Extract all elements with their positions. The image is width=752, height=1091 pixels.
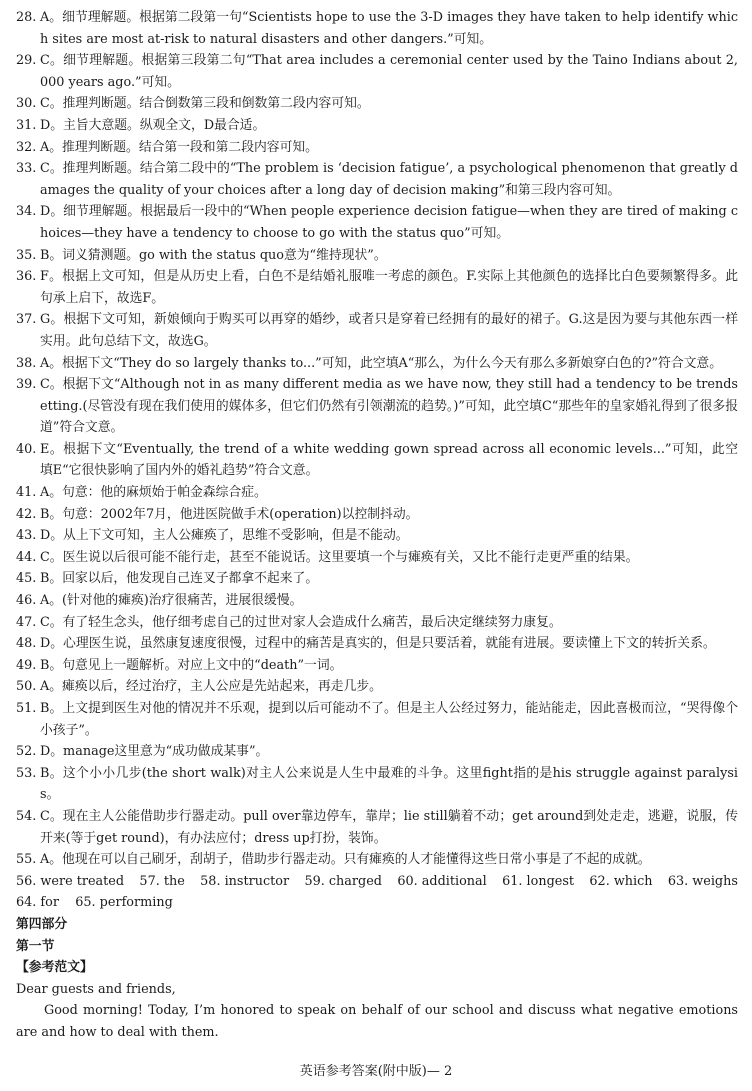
answer-item — [16, 547, 738, 569]
answer-item — [16, 590, 738, 612]
answer-explanation: C。推理判断题。结合倒数第三段和倒数第二段内容可知。 — [40, 96, 370, 112]
answer-explanation: B。回家以后，他发现自己连叉子都拿不起来了。 — [40, 571, 319, 587]
fill-in-answer: 58. instructor — [200, 873, 290, 889]
answer-item — [16, 482, 738, 504]
fill-in-answers-line-2 — [16, 892, 738, 914]
answer-number: 51. — [16, 701, 37, 716]
answer-number: 32. — [16, 139, 37, 155]
answer-items — [16, 7, 738, 871]
answer-explanation: A。细节理解题。根据第二段第一句“Scientists hope to use the 3-D images they have taken to help identify which sites are most at-risk to natural disasters and other dangers.”可知。 — [40, 10, 738, 47]
fill-in-answer: 56. were treated — [16, 873, 125, 889]
answer-explanation: D。主旨大意题。纵观全文，D最合适。 — [40, 117, 266, 133]
answer-explanation: A。瘫痪以后，经过治疗，主人公应是先站起来，再走几步。 — [40, 679, 382, 695]
answer-item — [16, 7, 738, 50]
answer-explanation: A。根据下文“They do so largely thanks to...”可知，此空填A“那么，为什么今天有那么多新娘穿白色的?”符合文意。 — [40, 355, 723, 371]
answer-explanation: B。词义猜测题。go with the status quo意为“维持现状”。 — [40, 247, 387, 263]
part-title: 第四部分 — [16, 916, 68, 932]
answer-number: 29. — [16, 53, 37, 69]
answer-number: 48. — [16, 636, 37, 652]
answer-explanation: A。句意：他的麻烦始于帕金森综合症。 — [40, 485, 267, 501]
fill-in-answer: 60. additional — [397, 873, 487, 889]
answer-item — [16, 633, 738, 655]
answer-item — [16, 676, 738, 698]
answer-explanation: B。上文提到医生对他的情况并不乐观，提到以后可能动不了。但是主人公经过努力，能站能走，因此喜极而泣，“哭得像个小孩子”。 — [40, 701, 738, 738]
answer-explanation: E。根据下文“Eventually, the trend of a white wedding gown spread across all economic levels...”可知，此空填E“它很快影响了国内外的婚礼趋势”符合文意。 — [40, 441, 738, 479]
fill-in-answer: 64. for — [16, 895, 59, 911]
answer-number: 30. — [16, 96, 37, 112]
essay-paragraph: Good morning! Today, I’m honored to speak on behalf of our school and discuss what negative emotions are and how to deal with them. — [16, 1003, 738, 1040]
answer-item — [16, 374, 738, 439]
answer-item — [16, 439, 738, 482]
answer-number: 28. — [16, 10, 37, 25]
answer-number: 39. — [16, 377, 37, 393]
answer-explanation: D。manage这里意为“成功做成某事”。 — [40, 744, 269, 760]
answer-number: 41. — [16, 485, 37, 501]
answer-item — [16, 201, 738, 244]
answer-explanation: B。句意：2002年7月，他进医院做手术(operation)以控制抖动。 — [40, 506, 419, 522]
answer-number: 33. — [16, 161, 37, 177]
essay-greeting: Dear guests and friends, — [16, 981, 176, 997]
answer-explanation: B。句意见上一题解析。对应上文中的“death”一词。 — [40, 657, 343, 673]
answer-explanation: A。他现在可以自己刷牙，刮胡子，借助步行器走动。只有瘫痪的人才能懂得这些日常小事是了不起的成就。 — [40, 852, 651, 868]
answer-number: 50. — [16, 679, 37, 695]
answer-explanation: D。细节理解题。根据最后一段中的“When people experience decision fatigue—when they are tired of making choices—they have a tendency to choose to go with the status quo”可知。 — [40, 204, 738, 241]
answer-number: 31. — [16, 117, 37, 133]
answer-explanation: C。细节理解题。根据第三段第二句“That area includes a ceremonial center used by the Taino Indians about 2,000 years ago.”可知。 — [40, 53, 738, 90]
answer-number: 53. — [16, 765, 37, 781]
answer-explanation: C。有了轻生念头，他仔细考虑自己的过世对家人会造成什么痛苦，最后决定继续努力康复。 — [40, 614, 562, 630]
answer-explanation: C。现在主人公能借助步行器走动。pull over靠边停车，靠岸；lie still躺着不动；get around到处走走，逃避，说服，传开来(等于get round)，有办法应付；dress up打扮，装饰。 — [40, 808, 738, 846]
answer-explanation: D。心理医生说，虽然康复速度很慢，过程中的痛苦是真实的，但是只要活着，就能有进展。要读懂上下文的转折关系。 — [40, 636, 716, 652]
answer-item — [16, 115, 738, 137]
answer-explanation: A。推理判断题。结合第一段和第二段内容可知。 — [40, 139, 318, 155]
answer-number: 49. — [16, 657, 37, 673]
fill-in-answers-line-1 — [16, 871, 738, 893]
answer-item — [16, 741, 738, 763]
answer-number: 45. — [16, 571, 37, 587]
section-title: 第一节 — [16, 938, 55, 954]
answer-item — [16, 612, 738, 634]
answer-number: 52. — [16, 744, 37, 760]
answer-item — [16, 93, 738, 115]
answer-number: 34. — [16, 204, 37, 220]
answer-explanation: A。(针对他的瘫痪)治疗很痛苦，进展很缓慢。 — [40, 593, 303, 609]
page-footer: 英语参考答案(附中版)— 2 — [299, 1064, 453, 1079]
answer-explanation: C。推理判断题。结合第二段中的“The problem is ‘decision fatigue’, a psychological phenomenon that greatly damages the quality of your choices after a long day of decision making”和第三段内容可知。 — [40, 161, 738, 198]
answer-number: 36. — [16, 269, 37, 285]
answer-item — [16, 504, 738, 526]
sample-essay-title: 【参考范文】 — [16, 960, 93, 976]
answer-item — [16, 158, 738, 201]
answer-number: 54. — [16, 808, 37, 824]
answer-number: 55. — [16, 852, 37, 868]
answer-explanation: D。从上下文可知，主人公瘫痪了，思维不受影响，但是不能动。 — [40, 528, 409, 544]
answer-number: 38. — [16, 355, 37, 371]
answer-item — [16, 353, 738, 375]
fill-in-answer: 61. longest — [502, 873, 575, 889]
fill-in-answer: 63. weighs — [667, 873, 738, 889]
answer-item — [16, 309, 738, 352]
fill-in-answer: 62. which — [589, 873, 653, 889]
answer-number: 37. — [16, 312, 37, 328]
answer-number: 47. — [16, 614, 37, 630]
answer-item — [16, 698, 738, 741]
answer-item — [16, 655, 738, 677]
answer-item — [16, 50, 738, 93]
answer-item — [16, 568, 738, 590]
answer-number: 46. — [16, 593, 37, 609]
answer-number: 42. — [16, 506, 37, 522]
answer-number: 43. — [16, 528, 37, 544]
answer-number: 44. — [16, 549, 37, 565]
answer-item — [16, 806, 738, 849]
answer-list — [16, 7, 738, 1044]
fill-in-answer: 57. the — [139, 873, 185, 889]
answer-item — [16, 137, 738, 159]
answer-explanation: F。根据上文可知，但是从历史上看，白色不是结婚礼服唯一考虑的颜色。F.实际上其他颜色的选择比白色要频繁得多。此句承上启下，故选F。 — [40, 269, 738, 306]
answer-item — [16, 763, 738, 806]
answer-item — [16, 849, 738, 871]
answer-explanation: C。根据下文“Although not in as many different media as we have now, they still had a tendency to be trendsetting.(尽管没有现在我们使用的媒体多，但它们仍然有引领潮流的趋势。)”可知，此空填C“那些年的皇家婚礼得到了很多报道”符合文意。 — [40, 377, 738, 436]
answer-item — [16, 245, 738, 267]
fill-in-answer: 65. performing — [75, 895, 173, 911]
answer-explanation: B。这个小小几步(the short walk)对主人公来说是人生中最难的斗争。这里fight指的是his struggle against paralysis。 — [40, 765, 738, 803]
answer-explanation: G。根据下文可知，新娘倾向于购买可以再穿的婚纱，或者只是穿着已经拥有的最好的裙子。G.这是因为要与其他东西一样实用。此句总结下文，故选G。 — [40, 312, 738, 349]
answer-number: 40. — [16, 441, 37, 457]
answer-number: 35. — [16, 247, 37, 263]
answer-explanation: C。医生说以后很可能不能行走，甚至不能说话。这里要填一个与瘫痪有关，又比不能行走更严重的结果。 — [40, 549, 639, 565]
answer-item — [16, 525, 738, 547]
fill-in-answer: 59. charged — [304, 873, 382, 889]
answer-item — [16, 266, 738, 309]
